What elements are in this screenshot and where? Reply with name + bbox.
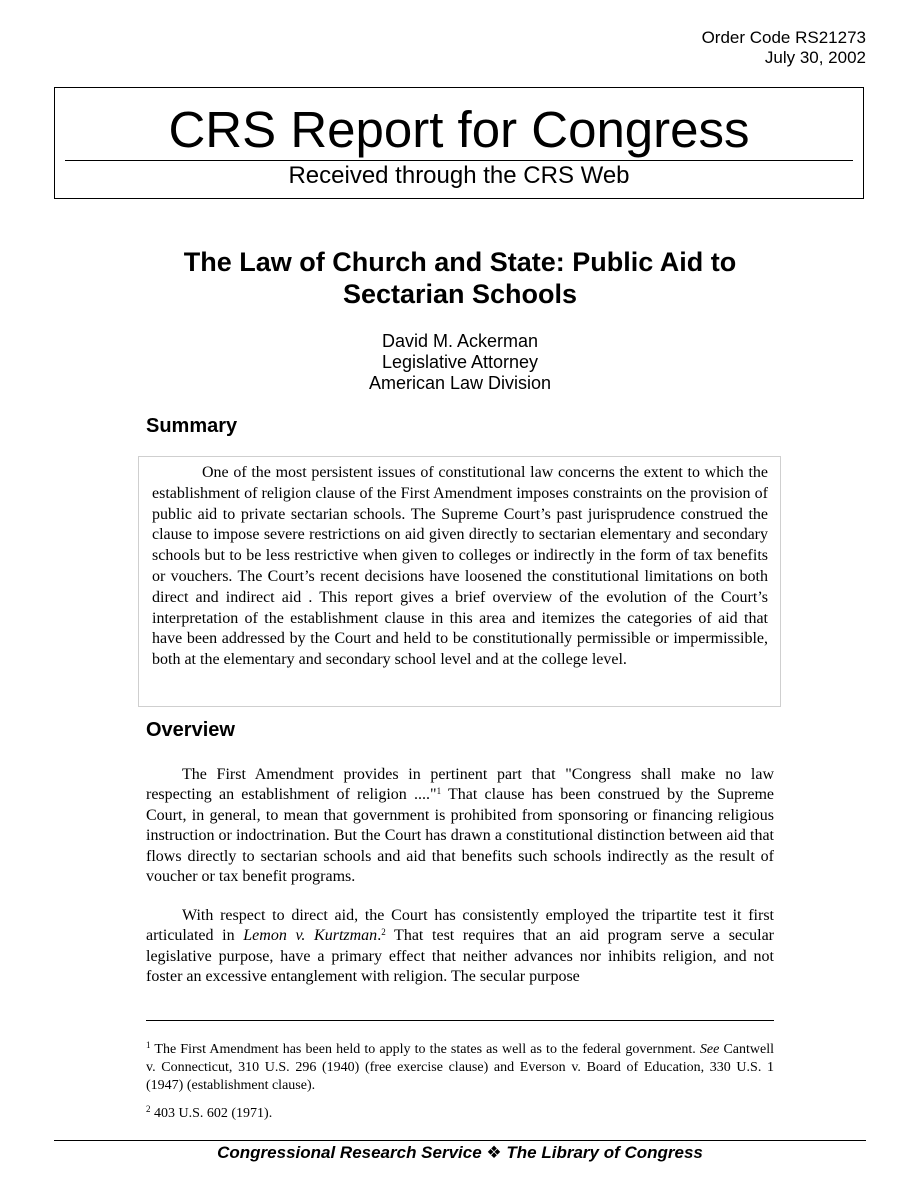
author-block [0,331,920,394]
footnote-1 [146,1041,774,1095]
overview-paragraph-2 [146,906,774,988]
footer-library: The Library of Congress [506,1143,703,1162]
overview-p2-period: . [377,927,382,945]
footnote-ref-2[interactable]: 2 [381,927,386,938]
footnote-2-number: 2 [146,1104,151,1114]
summary-heading: Summary [146,415,238,437]
order-info [702,28,866,68]
header-divider [65,160,853,161]
author-division: American Law Division [368,373,552,393]
order-date: July 30, 2002 [764,48,866,67]
overview-p2-text-b: That test requires that an aid program serve a secular legislative purpose, have a primary effect that neither advances nor inhibits religion, and not foster an excessive entanglement with religion. The secular purpose [146,927,775,986]
footer-separator-icon: ❖ [486,1143,502,1162]
footnote-1-text-a: The First Amendment has been held to apply to the states as well as to the federal government. [150,1042,700,1057]
overview-p1-text-a: The First Amendment provides in pertinent part that "Congress shall make no law respecting an establishment of religion ...." [146,766,774,804]
footnote-1-number: 1 [146,1040,151,1050]
report-series-subtitle: Received through the CRS Web [288,162,630,189]
summary-text: One of the most persistent issues of constitutional law concerns the extent to which the establishment of religion clause of the First Amendment imposes constraints on the provision of public aid to private sectarian schools. The Supreme Court’s past jurisprudence construed the clause to impose severe restrictions on aid given directly to sectarian elementary and secondary schools but to be less restrictive when given to colleges or indirectly in the form of tax benefits or vouchers. The Court’s recent decisions have loosened the constitutional limitations on both direct and indirect aid . This report gives a brief overview of the evolution of the Court’s interpretation of the establishment clause in this area and itemizes the categories of aid that have been addressed by the Court and held to be constitutionally permissible or impermissible, both at the elementary and secondary school level and at the college level. [152,464,768,669]
footnote-divider [146,1020,774,1021]
footnote-ref-1[interactable]: 1 [436,786,442,797]
overview-p2-text-a: With respect to direct aid, the Court has consistently employed the tripartite test it first articulated in [146,907,774,945]
order-code: Order Code RS21273 [701,28,866,47]
overview-p1-text-b: That clause has been construed by the Supreme Court, in general, to mean that government is prohibited from sponsoring or financing religious instruction or indoctrination. But the Court has drawn a constitutional distinction between aid that flows directly to sectarian schools and aid that benefits such schools indirectly as the result of voucher or tax benefit programs. [146,786,774,886]
footnote-1-see: See [699,1042,720,1057]
overview-paragraph-1 [146,765,774,887]
footnote-2 [146,1105,774,1123]
footer-divider [54,1140,866,1141]
footnote-1-text-b: Cantwell v. Connecticut, 310 U.S. 296 (1940) (free exercise clause) and Everson v. Board of Education, 330 U.S. 1 (1947) (establishment clause). [146,1042,774,1093]
case-name: Lemon v. Kurtzman [243,927,378,945]
report-series-title: CRS Report for Congress [168,101,750,158]
report-title-line1: The Law of Church and State: Public Aid to [183,247,737,277]
page-footer [0,1142,920,1164]
report-title [100,246,820,310]
report-title-line2: Sectarian Schools [342,279,578,309]
footnote-2-text: 403 U.S. 602 (1971). [150,1106,273,1121]
overview-heading: Overview [146,719,235,741]
report-header-box [54,87,864,199]
summary-box [138,456,781,707]
footer-publisher: Congressional Research Service [217,1143,482,1162]
author-title: Legislative Attorney [381,352,539,372]
author-name: David M. Ackerman [381,331,539,351]
